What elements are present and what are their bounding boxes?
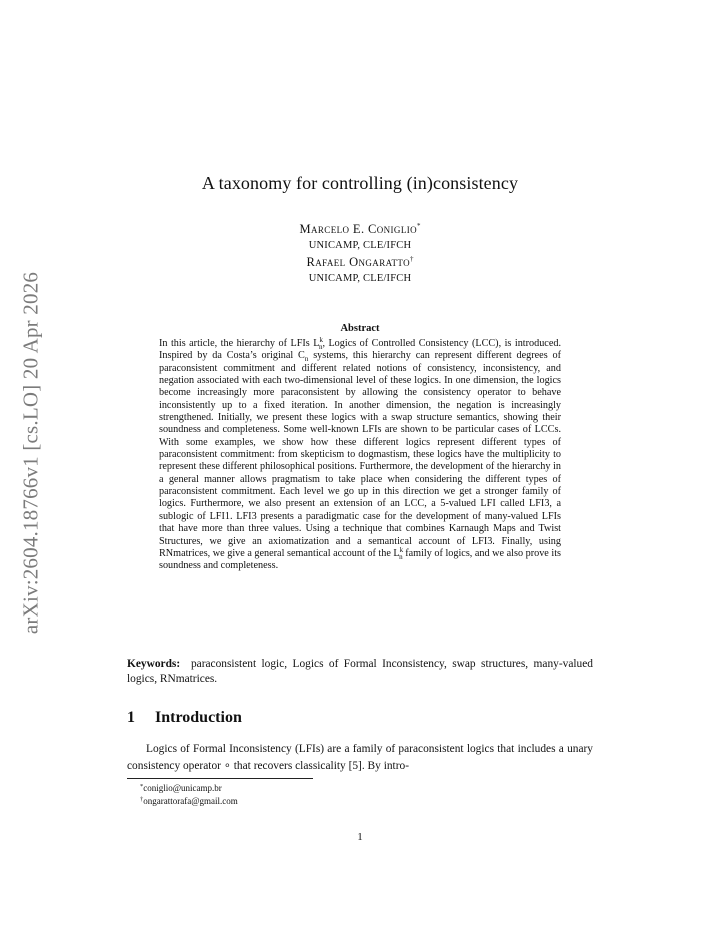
keywords (127, 657, 593, 687)
author-2 (0, 254, 720, 271)
footnote (140, 794, 238, 807)
author-name: Marcelo E. Coniglio (299, 222, 418, 236)
section-title: Introduction (155, 709, 242, 726)
footnote-mark: * (417, 222, 421, 230)
footnote-mark: † (140, 796, 144, 803)
abstract-text-part: , Logics of Controlled Consistency (LCC), is introduced. Inspired by da Costa’s original C (159, 338, 561, 362)
abstract-text-part: family of logics, and we also prove its soundness and completeness. (159, 547, 562, 572)
math-symbol: $^k_n$ (399, 545, 404, 561)
math-subscript: n (304, 355, 309, 364)
keywords-text: paraconsistent logic, Logics of Formal Inconsistency, swap structures, many-valued logics, RNmatrices. (127, 658, 593, 685)
footnote-rule (127, 778, 313, 779)
footnote-text: coniglio@unicamp.br (143, 783, 222, 793)
abstract-text (159, 338, 561, 573)
footnote (140, 781, 238, 794)
keywords-label: Keywords: (127, 658, 181, 670)
arxiv-identifier: arXiv:2604.18766v1 [cs.LO] 20 Apr 2026 (18, 271, 43, 634)
abstract-text-part: In this article, the hierarchy of LFIs L (159, 338, 320, 349)
author-name: Rafael Ongaratto (306, 255, 411, 269)
page-number: 1 (357, 831, 363, 843)
footnote-mark: * (140, 783, 144, 790)
section-number: 1 (127, 709, 135, 726)
arxiv-stamp (12, 260, 50, 645)
abstract-text-part: systems, this hierarchy can represent different degrees of paraconsistent commitment and different related notions of consistency, inconsistency, and negation associated with each two-dimensional level of these logics. In one dimension, the logics become increasingly more paraconsistent by allowing the consistency operator to behave inconsistently up to a fixed iteration. In another dimension, the negation is increasingly strengthened. Initially, we present these logics with a swap structure semantics, showing their soundness and completeness. Some well-known LFIs are shown to be particular cases of LCCs. With some examples, we show how these different logics represent different types of paraconsistent commitment: from skepticism to dogmastism, these logics have the multiplicity to represent these different philosophical positions. Furthermore, the development of the hierarchy in a general manner allows pragmatism to take place when considering the different types of paraconsistent commitment. Each level we go up in this direction we get a stronger family of logics. Furthermore, we also present an extension of an LCC, a 5-valued LFI called LFI3, a sublogic of LFI1. LFI3 presents a paradigmatic case for the development of many-valued LFIs that have more than three values. Using a technique that combines Karnaugh Maps and Twist Structures, we give an axiomatization and a semantical account of LFI3. Finally, using RNmatrices, we give a general semantical account of the L (159, 350, 561, 559)
footnote-text: ongarattorafa@gmail.com (143, 796, 238, 806)
intro-paragraph: Logics of Formal Inconsistency (LFIs) are a family of paraconsistent logics that includes a unary consistency operator ∘ that recovers classicality [5]. By intro- (127, 743, 593, 772)
author-block (0, 221, 720, 287)
author-affiliation: UNICAMP, CLE/IFCH (308, 273, 412, 284)
math-symbol: $^k_n$ (318, 336, 323, 352)
author-1 (0, 221, 720, 238)
footnote-mark: † (410, 255, 414, 263)
paper-title: A taxonomy for controlling (in)consistency (201, 173, 519, 193)
footnotes (140, 781, 238, 807)
abstract-heading: Abstract (340, 323, 380, 334)
section-heading (127, 709, 242, 727)
author-affiliation: UNICAMP, CLE/IFCH (308, 240, 412, 251)
